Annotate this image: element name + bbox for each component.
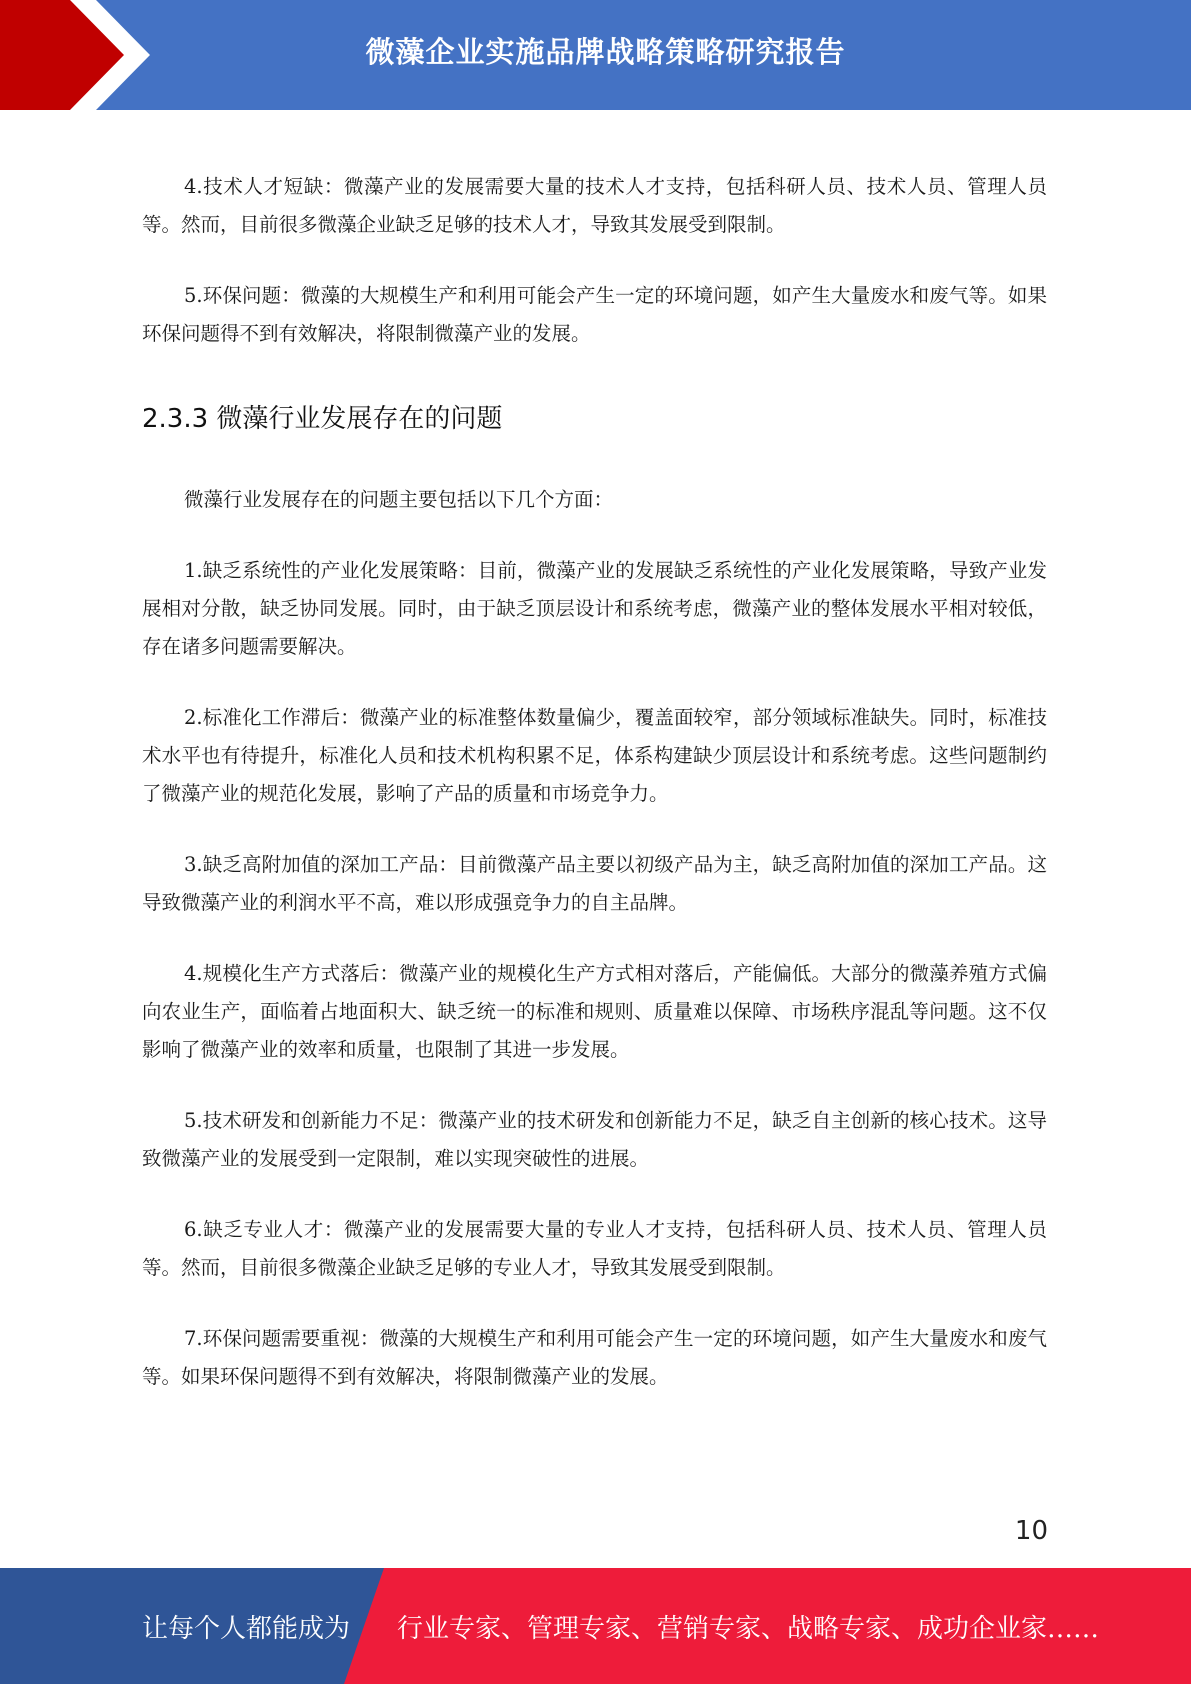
paragraph-intro: 微藻行业发展存在的问题主要包括以下几个方面： [184,488,614,511]
paragraph-item-2: 2.标准化工作滞后：微藻产业的标准整体数量偏少，覆盖面较窄，部分领域标准缺失。同时，标准技术水平也有待提升，标准化人员和技术机构积累不足，体系构建缺少顶层设计和系统考虑。这些问题制约了微藻产业的规范化发展，影响了产品的质量和市场竞争力。 [142,706,1047,805]
paragraph-item-7: 7.环保问题需要重视：微藻的大规模生产和利用可能会产生一定的环境问题，如产生大量废水和废气等。如果环保问题得不到有效解决，将限制微藻产业的发展。 [142,1327,1047,1388]
paragraph-item-6: 6.缺乏专业人才：微藻产业的发展需要大量的专业人才支持，包括科研人员、技术人员、管理人员等。然而，目前很多微藻企业缺乏足够的专业人才，导致其发展受到限制。 [142,1218,1047,1279]
section-heading: 2.3.3 微藻行业发展存在的问题 [142,404,503,434]
footer-slogan-right: 行业专家、管理专家、营销专家、战略专家、成功企业家…… [397,1613,1100,1644]
paragraph-item-3: 3.缺乏高附加值的深加工产品：目前微藻产品主要以初级产品为主，缺乏高附加值的深加工产品。这导致微藻产业的利润水平不高，难以形成强竞争力的自主品牌。 [142,853,1047,914]
page-number: 10 [1014,1516,1048,1546]
paragraph-environment: 5.环保问题：微藻的大规模生产和利用可能会产生一定的环境问题，如产生大量废水和废气等。如果环保问题得不到有效解决，将限制微藻产业的发展。 [142,284,1047,345]
paragraph-item-1: 1.缺乏系统性的产业化发展策略：目前，微藻产业的发展缺乏系统性的产业化发展策略，导致产业发展相对分散，缺乏协同发展。同时，由于缺乏顶层设计和系统考虑，微藻产业的整体发展水平相对较低，存在诸多问题需要解决。 [142,559,1047,658]
footer-slogan-left: 让每个人都能成为 [142,1613,351,1644]
paragraph-item-4: 4.规模化生产方式落后：微藻产业的规模化生产方式相对落后，产能偏低。大部分的微藻养殖方式偏向农业生产，面临着占地面积大、缺乏统一的标准和规则、质量难以保障、市场秩序混乱等问题。这不仅影响了微藻产业的效率和质量，也限制了其进一步发展。 [142,962,1047,1061]
document-title: 微藻企业实施品牌战略策略研究报告 [365,34,846,69]
page-footer [0,1568,1191,1684]
paragraph-item-5: 5.技术研发和创新能力不足：微藻产业的技术研发和创新能力不足，缺乏自主创新的核心技术。这导致微藻产业的发展受到一定限制，难以实现突破性的进展。 [142,1109,1047,1170]
paragraph-tech-talent: 4.技术人才短缺：微藻产业的发展需要大量的技术人才支持，包括科研人员、技术人员、管理人员等。然而，目前很多微藻企业缺乏足够的技术人才，导致其发展受到限制。 [142,175,1047,236]
page-header [0,0,1191,110]
page-content [142,168,1047,1429]
